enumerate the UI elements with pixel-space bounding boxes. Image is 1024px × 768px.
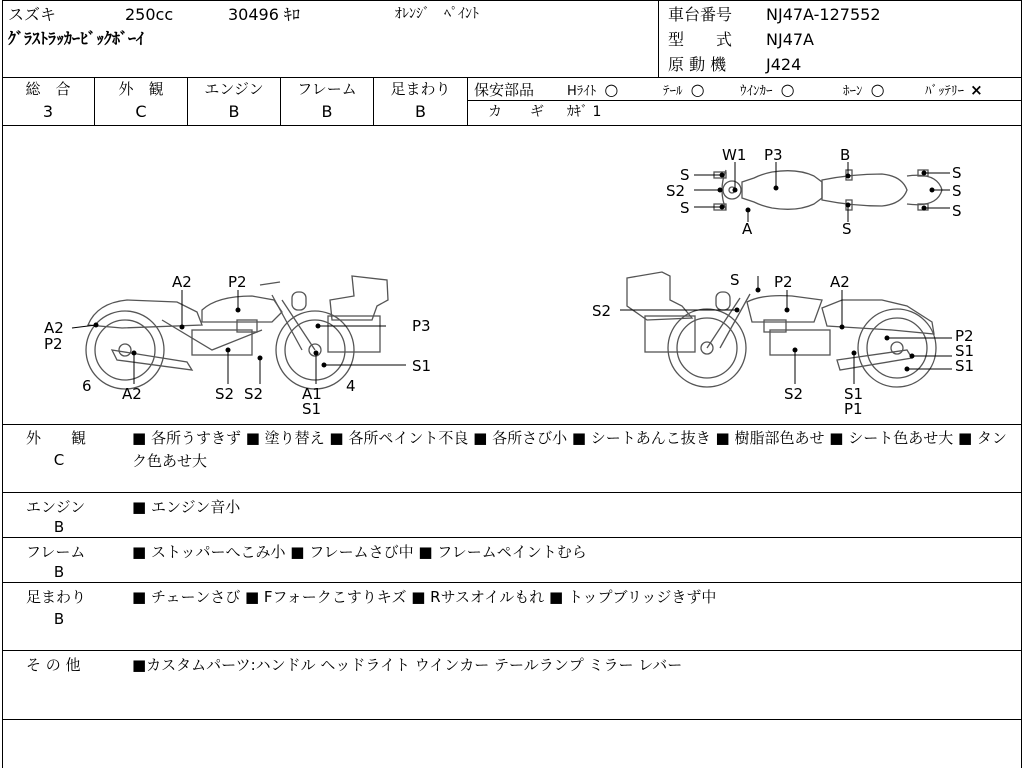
grade-suspension-label: 足まわり (390, 80, 451, 98)
cond-engine-label: エンジン (26, 498, 86, 516)
diagram-label: S1 (955, 357, 975, 375)
diagram-label: A2 (122, 385, 142, 403)
grade-overall-value: 3 (42, 102, 54, 121)
safety-item-name: ﾎｰﾝ (843, 84, 863, 99)
cond-divider-2 (2, 537, 1022, 538)
safety-item-name: ｳｲﾝｶｰ (740, 84, 773, 99)
safety-item-mark: ○ (780, 80, 795, 99)
diagram-label: S (952, 202, 962, 220)
diagram-label: S1 (302, 400, 322, 418)
diagram-label: A1 (302, 385, 322, 403)
safety-item-mark: ○ (690, 80, 705, 99)
cond-suspension-grade: B (53, 610, 65, 628)
other-label: そ の 他 (26, 656, 81, 674)
grade-engine-value: B (228, 102, 240, 121)
cond-frame-grade: B (53, 563, 65, 581)
cond-engine-grade: B (53, 518, 65, 536)
cond-divider-1 (2, 492, 1022, 493)
cond-divider-4 (2, 650, 1022, 651)
diagram-label: S (842, 220, 852, 238)
key-value: ｶｷﾞ 1 (567, 104, 602, 120)
engine-model-value: J424 (766, 55, 802, 74)
model-name: ｸﾞﾗｽﾄﾗｯｶｰﾋﾞｯｸﾎﾞｰｲ (8, 29, 145, 48)
motorcycle-top-view (666, 146, 962, 238)
grade-frame-label: フレーム (297, 80, 357, 98)
type-value: NJ47A (766, 30, 814, 49)
cond-suspension-label: 足まわり (26, 588, 87, 606)
safety-item-mark: ○ (604, 80, 619, 99)
safety-item-taillight (663, 82, 705, 100)
grade-overall-label: 総 合 (25, 80, 71, 98)
diagram-label: P2 (955, 327, 974, 345)
diagram-label: S (680, 166, 690, 184)
maker-name: スズキ (8, 5, 57, 24)
diagram-label: A2 (44, 319, 64, 337)
key-label: カ ギ (488, 104, 544, 120)
diagram-label: B (840, 146, 851, 164)
safety-item-battery (925, 82, 983, 100)
diagram-label: S2 (784, 385, 804, 403)
motorcycle-right-view (592, 271, 974, 418)
diagram-label: P1 (844, 400, 863, 418)
diagram-label: S2 (666, 182, 686, 200)
other-text: ■カスタムパーツ:ハンドル ヘッドライト ウインカー テールランプ ミラー レバー (132, 656, 683, 674)
cond-exterior-label: 外 観 (26, 429, 87, 447)
safety-item-name: Hﾗｲﾄ (567, 84, 597, 99)
safety-item-winker (740, 82, 795, 100)
engine-model-label: 原 動 機 (668, 55, 727, 74)
motorcycle-left-view (44, 273, 431, 418)
diagram-label: S (680, 199, 690, 217)
safety-parts-label: 保安部品 (474, 81, 535, 99)
diagram-label: W1 (722, 146, 747, 164)
other-bottom-border (2, 719, 1022, 720)
displacement: 250cc (125, 5, 174, 24)
header-divider (658, 0, 659, 77)
frame-number-label: 車台番号 (668, 5, 733, 24)
diagram-label: P3 (764, 146, 783, 164)
diagram-label: 4 (346, 377, 356, 395)
grade-frame-value: B (321, 102, 333, 121)
grade-exterior-label: 外 観 (118, 80, 164, 98)
diagram-label: P2 (774, 273, 793, 291)
diagram-label: S1 (412, 357, 432, 375)
diagram-label: P3 (412, 317, 431, 335)
diagram-label: S2 (592, 302, 612, 320)
diagram-label: S1 (844, 385, 864, 403)
damage-diagram (2, 126, 1021, 424)
diagram-bottom-border (2, 424, 1022, 425)
cond-frame-text: ■ ストッパーへこみ小 ■ フレームさび中 ■ フレームペイントむら (132, 543, 587, 561)
diagram-label: S2 (244, 385, 264, 403)
cond-frame-label: フレーム (26, 543, 86, 561)
diagram-label: P2 (228, 273, 247, 291)
grade-col-line-5 (467, 77, 468, 125)
diagram-label: A (742, 220, 753, 238)
grade-exterior-value: C (135, 102, 147, 121)
diagram-label: 6 (82, 377, 92, 395)
safety-item-name: ﾊﾞｯﾃﾘｰ (925, 84, 964, 99)
diagram-label: A2 (830, 273, 850, 291)
safety-item-headlight (567, 82, 618, 100)
diagram-label: P2 (44, 335, 63, 353)
safety-row-divider (467, 100, 1022, 101)
cond-exterior-text: ■ 各所うすきず ■ 塗り替え ■ 各所ペイント不良 ■ 各所さび小 ■ シートあんこ抜き ■ 樹脂部色あせ ■ シート色あせ大 ■ タンク色あせ大 (132, 429, 1007, 470)
cond-exterior-grade: C (53, 451, 65, 469)
diagram-label: S2 (215, 385, 235, 403)
type-label: 型 式 (668, 30, 733, 49)
diagram-label: A2 (172, 273, 192, 291)
mileage: 30496 ｷﾛ (228, 5, 300, 24)
diagram-label: S1 (955, 342, 975, 360)
outer-right-border (1021, 0, 1022, 768)
cond-divider-3 (2, 582, 1022, 583)
cond-engine-text: ■ エンジン音小 (132, 498, 241, 516)
safety-item-horn (843, 82, 885, 100)
safety-item-mark: ○ (870, 80, 885, 99)
diagram-label: S (730, 271, 740, 289)
safety-item-name: ﾃｰﾙ (663, 84, 683, 99)
body-color: ｵﾚﾝｼﾞ ﾍﾟｲﾝﾄ (395, 6, 479, 22)
diagram-label: S (952, 182, 962, 200)
frame-number-value: NJ47A-127552 (766, 5, 881, 24)
cond-suspension-text: ■ チェーンさび ■ Fフォークこすりキズ ■ Rサスオイルもれ ■ トップブリッジきず中 (132, 588, 717, 606)
safety-item-mark: × (970, 81, 983, 99)
diagram-label: S (952, 164, 962, 182)
header-bottom-border (2, 77, 1022, 78)
grade-engine-label: エンジン (204, 80, 264, 98)
outer-top-border (2, 0, 1022, 1)
grade-suspension-value: B (415, 102, 426, 121)
